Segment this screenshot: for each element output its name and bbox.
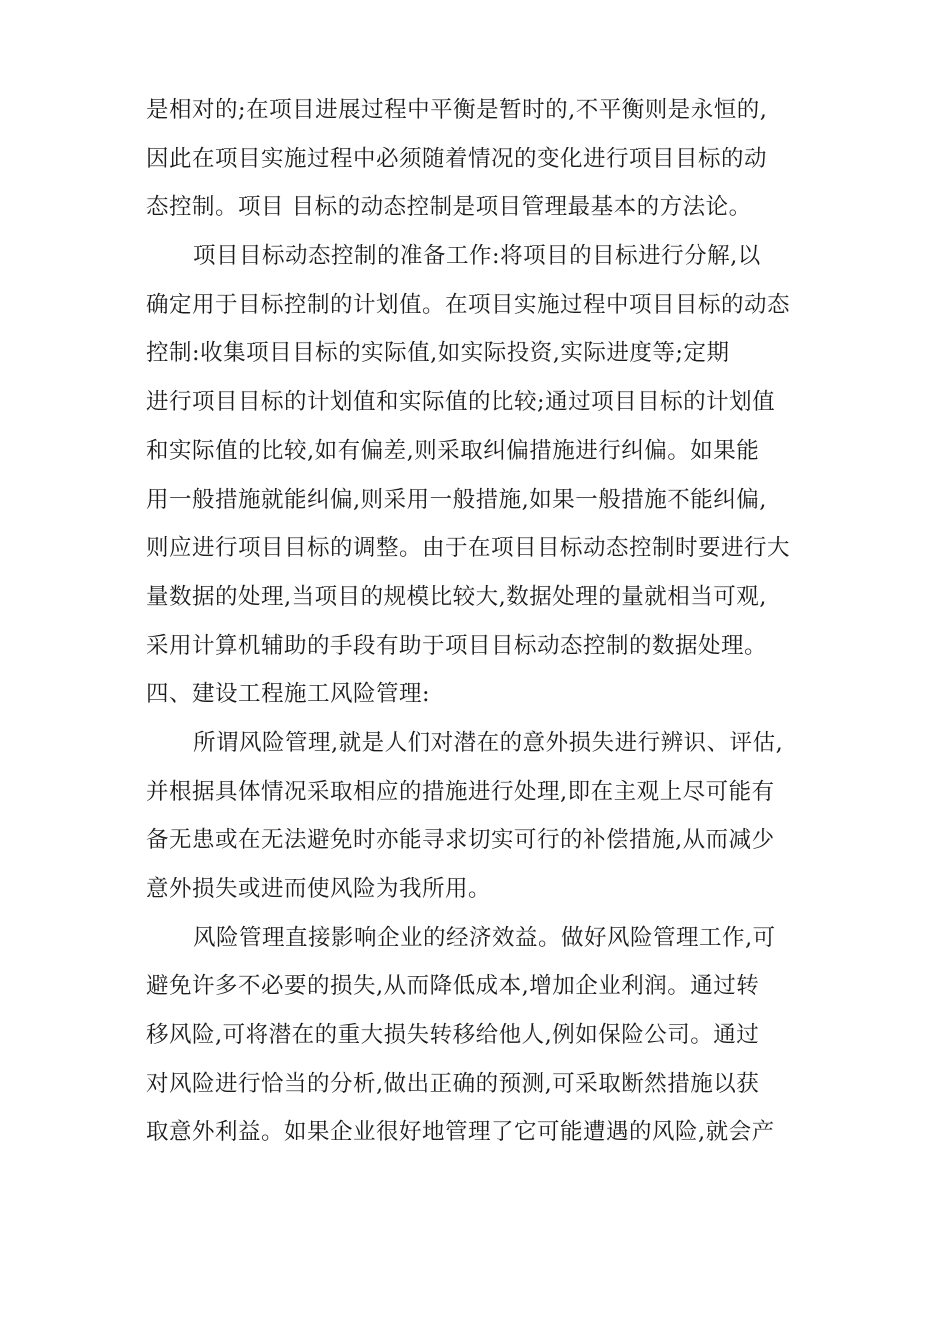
document-body	[146, 86, 816, 1157]
text-line: 态控制。项目 目标的动态控制是项目管理最基本的方法论。	[146, 194, 752, 221]
text-line: 控制:收集项目目标的实际值,如实际投资,实际进度等;定期	[146, 340, 730, 367]
section-heading: 四、建设工程施工风险管理:	[146, 681, 431, 708]
text-line: 量数据的处理,当项目的规模比较大,数据处理的量就相当可观,	[146, 583, 767, 610]
text-line: 是相对的;在项目进展过程中平衡是暂时的,不平衡则是永恒的,	[146, 97, 768, 123]
paragraph-first-line: 风险管理直接影响企业的经济效益。做好风险管理工作,可	[193, 924, 776, 951]
paragraph-first-line: 项目目标动态控制的准备工作:将项目的目标进行分解,以	[193, 243, 761, 270]
text-line: 则应进行项目目标的调整。由于在项目目标动态控制时要进行大	[146, 535, 791, 562]
text-line: 进行项目目标的计划值和实际值的比较;通过项目目标的计划值	[146, 389, 776, 416]
text-line: 避免许多不必要的损失,从而降低成本,增加企业利润。通过转	[146, 973, 760, 1000]
text-line: 取意外利益。如果企业很好地管理了它可能遭遇的风险,就会产	[146, 1119, 775, 1146]
text-line: 对风险进行恰当的分析,做出正确的预测,可采取断然措施以获	[146, 1070, 760, 1097]
text-line: 和实际值的比较,如有偏差,则采取纠偏措施进行纠偏。如果能	[146, 437, 760, 464]
text-line: 用一般措施就能纠偏,则采用一般措施,如果一般措施不能纠偏,	[146, 486, 767, 513]
text-line: 意外损失或进而使风险为我所用。	[146, 876, 492, 902]
text-line: 并根据具体情况采取相应的措施进行处理,即在主观上尽可能有	[146, 778, 775, 805]
text-line: 采用计算机辅助的手段有助于项目目标动态控制的数据处理。	[146, 632, 768, 659]
text-line: 确定用于目标控制的计划值。在项目实施过程中项目目标的动态	[146, 291, 791, 318]
text-line: 移风险,可将潜在的重大损失转移给他人,例如保险公司。通过	[146, 1022, 760, 1049]
text-line: 备无患或在无法避免时亦能寻求切实可行的补偿措施,从而减少	[146, 827, 775, 854]
text-line: 因此在项目实施过程中必须随着情况的变化进行项目目标的动	[146, 145, 768, 172]
paragraph-first-line: 所谓风险管理,就是人们对潜在的意外损失进行辨识、评估,	[193, 729, 784, 756]
